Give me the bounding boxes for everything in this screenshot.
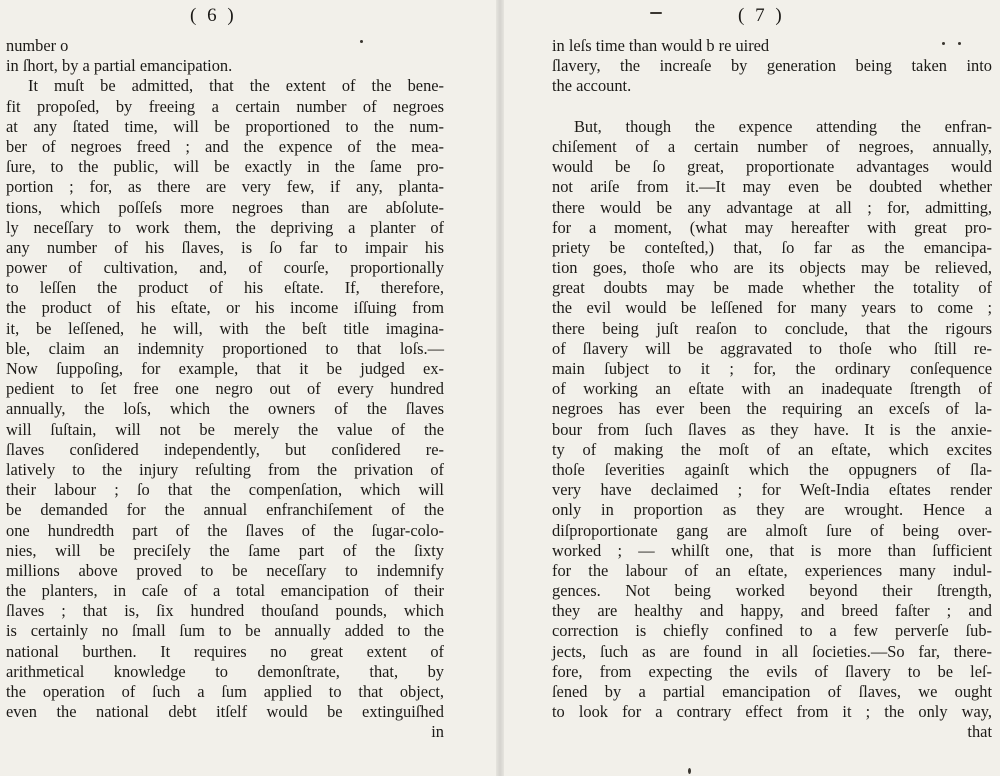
text-line: great doubts may be made whether the totality of bbox=[552, 278, 992, 298]
text-line: ſure, to the public, will be exactly in the ſame pro- bbox=[6, 157, 444, 177]
text-line: worked ; — whilſt one, that is more than ſufficient bbox=[552, 540, 992, 560]
text-line: to look for a contrary effect from it ; the only way, bbox=[552, 702, 992, 722]
text-line: But, though the expence attending the enfran- bbox=[574, 116, 992, 136]
text-line: latively to the injury reſulting from the privation of bbox=[6, 459, 444, 479]
text-line: of working an eſtate with an inadequate ſtrength of bbox=[552, 379, 992, 399]
catchword: that bbox=[967, 722, 992, 742]
text-line: be demanded for the annual enfranchiſement of the bbox=[6, 500, 444, 520]
text-line: in ſhort, by a partial emancipation. bbox=[6, 56, 233, 76]
text-line: the operation of ſuch a ſum applied to that object, bbox=[6, 682, 444, 701]
text-line: their labour ; ſo that the compenſation, which will bbox=[6, 480, 444, 500]
text-line: correction is chiefly confined to a few perverſe ſub- bbox=[552, 621, 992, 641]
right-page-text bbox=[552, 36, 992, 743]
ink-speck bbox=[360, 40, 363, 43]
text-line: in leſs time than would b re uired bbox=[552, 36, 770, 55]
text-line: even the national debt itſelf would be extinguiſhed bbox=[6, 702, 444, 722]
text-line: arithmetical knowledge to demonſtrate, that, by bbox=[6, 661, 444, 681]
text-line: not ariſe from it.—It may even be doubted whether bbox=[552, 177, 992, 197]
text-line: the product of his eſtate, or his income iſſuing from bbox=[6, 298, 444, 318]
text-line: one hundredth part of the ſlaves of the ſugar-colo- bbox=[6, 520, 444, 540]
text-line: pedient to ſet free one negro out of every hundred bbox=[6, 379, 444, 399]
text-line: ſlavery, the increaſe by generation being taken into bbox=[552, 56, 992, 76]
text-line: ble, claim an indemnity proportioned to that loſs.— bbox=[6, 338, 444, 358]
ink-speck bbox=[650, 12, 662, 14]
text-line: ber of negroes freed ; and the expence of the mea- bbox=[6, 136, 444, 156]
ink-speck bbox=[688, 768, 691, 774]
text-line: priety be conteſted,) that, ſo far as the emancipa- bbox=[552, 237, 992, 257]
text-line: negroes has ever been the requiring an exceſs of la- bbox=[552, 399, 992, 419]
text-line: at any ſtated time, will be proportioned to the num- bbox=[6, 116, 444, 136]
text-line: fit propoſed, by freeing a certain number of negroes bbox=[6, 96, 444, 116]
text-line: tion goes, thoſe who are its objects may be relieved, bbox=[552, 258, 992, 278]
text-line: would be ſo great, proportionate advantages would bbox=[552, 157, 992, 177]
text-line: power of cultivation, and, of courſe, proportionally bbox=[6, 258, 444, 278]
text-line: It muſt be admitted, that the extent of the bene- bbox=[28, 76, 444, 96]
text-line: annually, the loſs, which the owners of the ſlaves bbox=[6, 399, 444, 419]
text-line: they are healthy and happy, and breed faſter ; and bbox=[552, 601, 992, 621]
text-line: millions above proved to be neceſſary to indemnify bbox=[6, 560, 444, 580]
text-line: it, be leſſened, he will, with the beſt title imagina- bbox=[6, 318, 444, 338]
ink-speck bbox=[958, 42, 961, 45]
text-line: there being juſt reaſon to conclude, that the rigours bbox=[552, 318, 992, 338]
text-line: main ſubject to it ; for, the ordinary conſequence bbox=[552, 359, 992, 378]
text-line: Now ſuppoſing, for example, that it be judged ex- bbox=[6, 359, 444, 378]
text-line: jects, ſuch as are found in all ſocieties.—So far, there- bbox=[552, 641, 992, 661]
text-line: diſproportionate gang are almoſt ſure of being over- bbox=[552, 520, 992, 540]
text-line: fore, from expecting the evils of ſlavery to be leſ- bbox=[552, 661, 992, 681]
text-line: gences. Not being worked beyond their ſtrength, bbox=[552, 581, 992, 601]
catchword: in bbox=[431, 722, 444, 742]
text-line: will ſuſtain, will not be merely the value of the bbox=[6, 419, 444, 439]
text-line: there would be any advantage at all ; for, admitting, bbox=[552, 197, 992, 217]
text-line: portion ; for, as there are very few, if any, planta- bbox=[6, 177, 444, 197]
text-line: the evil would be leſſened for many years to come ; bbox=[552, 298, 992, 318]
text-line: national burthen. It requires no great extent of bbox=[6, 641, 444, 661]
text-line: of ſlavery will be aggravated to thoſe who ſtill re- bbox=[552, 338, 992, 358]
blank-line bbox=[552, 97, 992, 117]
left-page-text bbox=[6, 36, 444, 743]
text-line: to leſſen the product of his eſtate. If, therefore, bbox=[6, 278, 444, 298]
text-line: for a moment, (what may hereafter with great pro- bbox=[552, 217, 992, 237]
ink-speck bbox=[942, 42, 945, 45]
text-line: number o bbox=[6, 36, 69, 55]
page-number-left: ( 6 ) bbox=[190, 5, 237, 26]
text-line: ty of making the moſt of an eſtate, which excites bbox=[552, 439, 992, 459]
text-line: ſlaves ; that is, ſix hundred thouſand pounds, which bbox=[6, 601, 444, 621]
text-line: the planters, in caſe of a total emancipation of their bbox=[6, 581, 444, 601]
text-line: the account. bbox=[552, 76, 632, 96]
text-line: bour from ſuch ſlaves as they have. It is the anxie- bbox=[552, 419, 992, 439]
text-line: thoſe ſeverities againſt which the oppugners of ſla- bbox=[552, 459, 992, 479]
text-line: very have declaimed ; for Weſt-India eſtates render bbox=[552, 480, 992, 500]
text-line: ly neceſſary to work them, the depriving a planter of bbox=[6, 217, 444, 237]
text-line: ſlaves conſidered independently, but conſidered re- bbox=[6, 439, 444, 459]
page-number-right: ( 7 ) bbox=[738, 5, 785, 26]
text-line: any number of his ſlaves, is ſo far to impair his bbox=[6, 237, 444, 257]
text-line: is certainly no ſmall ſum to be annually added to the bbox=[6, 621, 444, 641]
text-line: only in proportion as they are wrought. Hence a bbox=[552, 500, 992, 520]
right-page bbox=[500, 0, 1000, 776]
text-line: for the labour of an eſtate, experiences many indul- bbox=[552, 560, 992, 580]
text-line: nies, will be preciſely the ſame part of the ſixty bbox=[6, 540, 444, 560]
text-line: chiſement of a certain number of negroes, annually, bbox=[552, 136, 992, 156]
text-line: tions, which poſſeſs more negroes than are abſolute- bbox=[6, 197, 444, 217]
text-line: ſened by a partial emancipation of ſlaves, we ought bbox=[552, 682, 992, 701]
